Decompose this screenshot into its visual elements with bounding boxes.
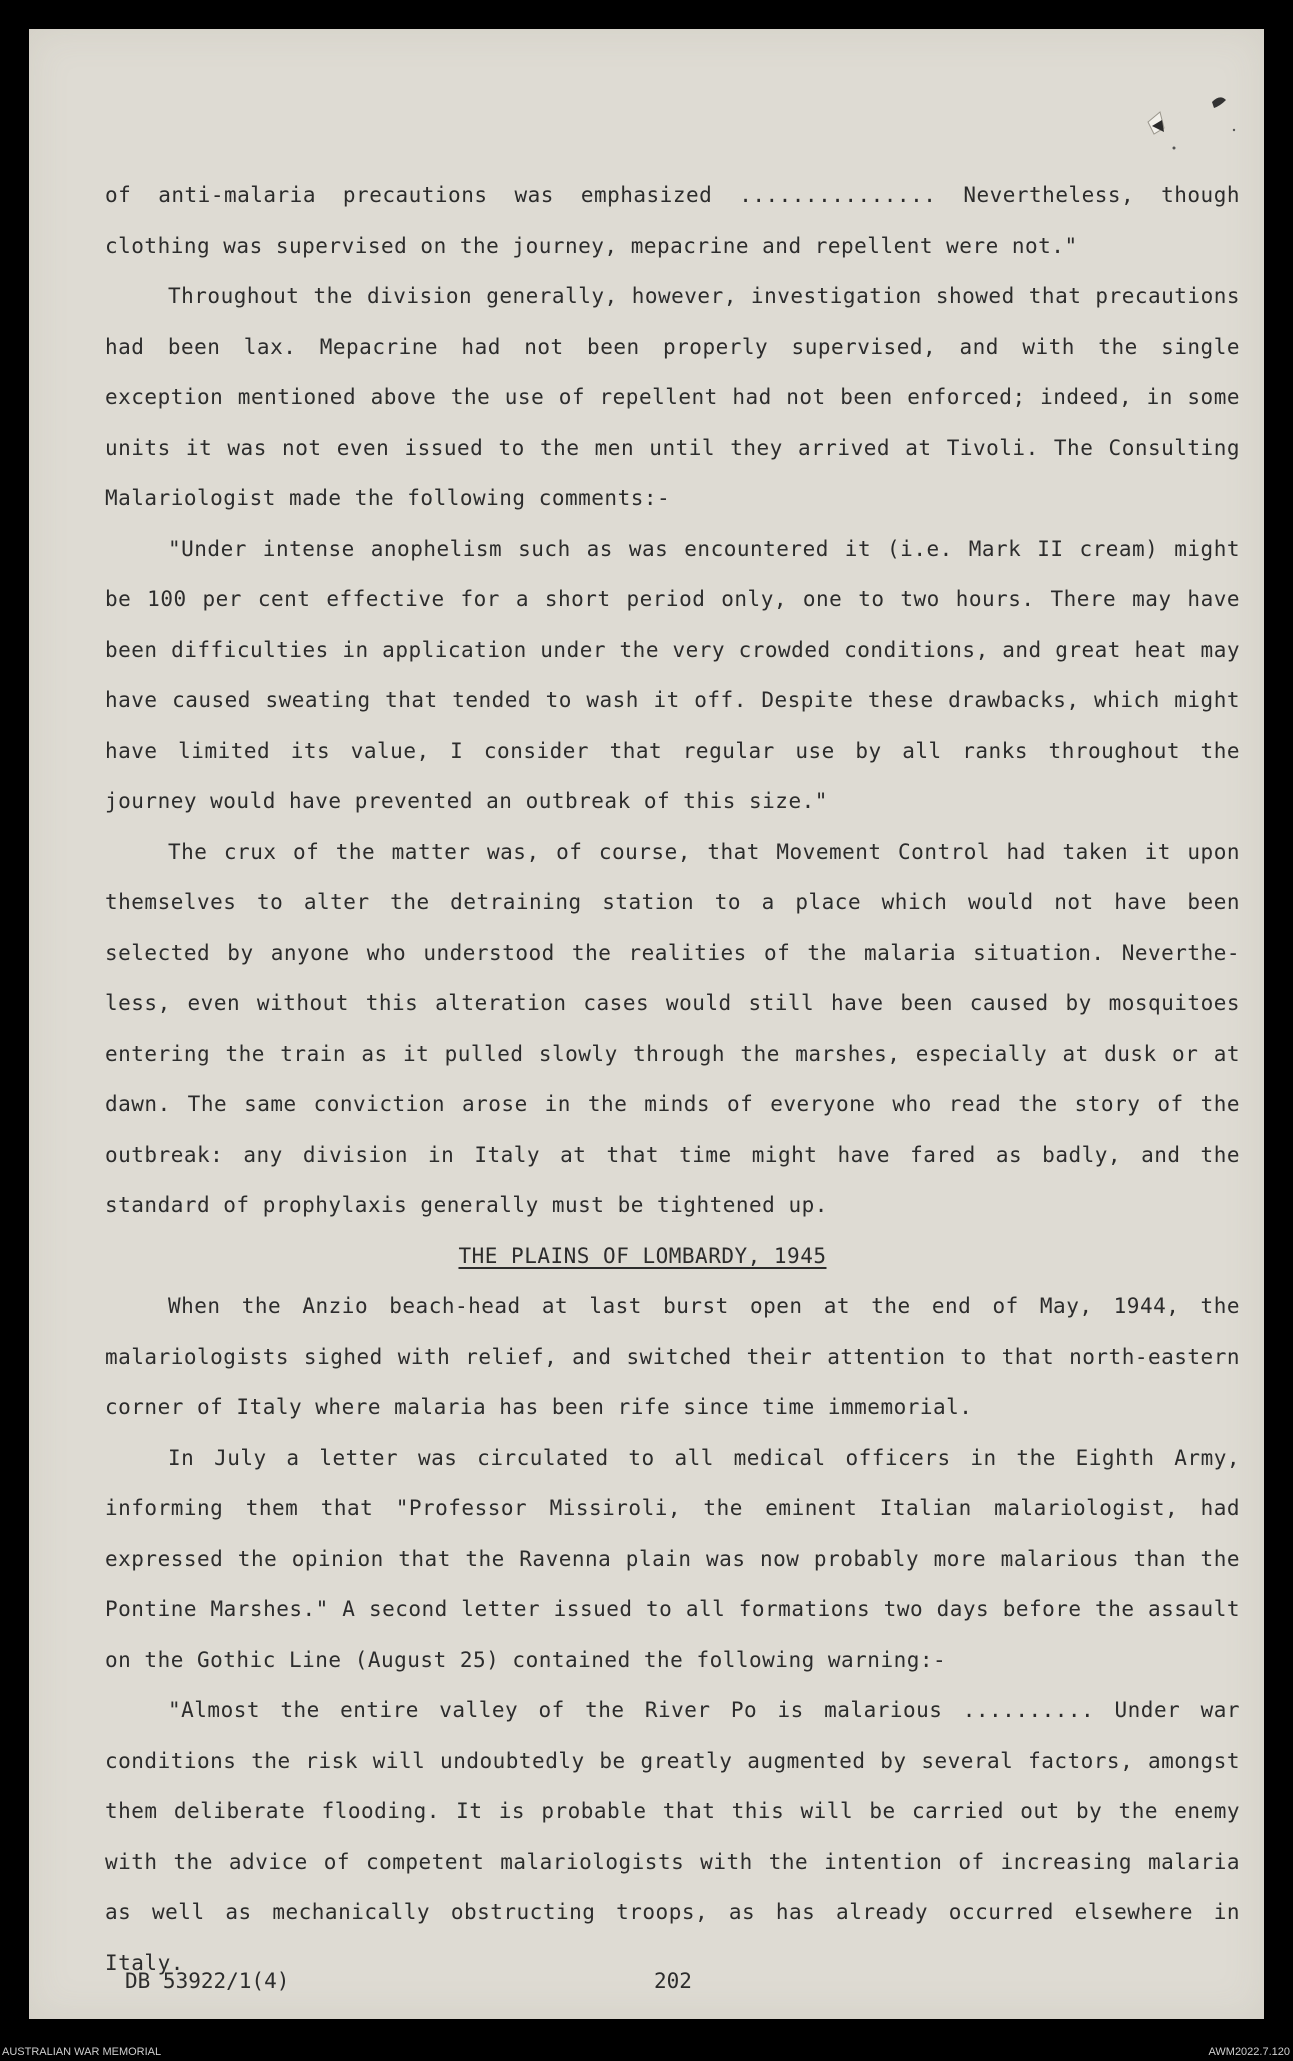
archive-label: AUSTRALIAN WAR MEMORIAL bbox=[2, 2046, 162, 2058]
paragraph-anzio-beachhead: When the Anzio beach-head at last burst open at the end of May, 1944, the malariologists sighed with relief, and switched their attention to that north-eastern corner of Italy where malaria has been rife since time immemorial. bbox=[105, 1294, 1240, 1419]
paragraph-crux-of-matter: The crux of the matter was, of course, that Movement Control had taken it upon themselves to alter the detraining station to a place which would not have been selected by anyone who understood the realities of the malaria situation. Neverthe-less, even without this alteration cases would still have been caused by mosquitoes entering the train as it pulled slowly through the marshes, especially at dusk or at dawn. The same conviction arose in the minds of everyone who read the story of the outbreak: any division in Italy at that time might have fared as badly, and the standard of prophylaxis generally must be tightened up. bbox=[105, 839, 1240, 1217]
document-page bbox=[29, 29, 1264, 2019]
paragraph-precautions-lax: Throughout the division generally, however, investigation showed that precautions had been lax. Mepacrine had not been properly supervised, and with the single exception mentioned above the use of repellent had not been enforced; indeed, in some units it was not even issued to the men until they arrived at Tivoli. The Consulting Malariologist made the following comments:- bbox=[105, 284, 1240, 510]
section-heading: THE PLAINS OF LOMBARDY, 1945 bbox=[458, 1243, 827, 1268]
page-number: 202 bbox=[654, 1969, 692, 1993]
punch-hole-marks bbox=[1134, 84, 1254, 174]
paragraph-continuation: of anti-malaria precautions was emphasized ............... Nevertheless, though clothing was supervised on the journey, mepacrine and repellent were not." bbox=[105, 183, 1240, 258]
document-body bbox=[105, 170, 1240, 1988]
paragraph-quote-mark-ii-cream: "Under intense anophelism such as was encountered it (i.e. Mark II cream) might be 100 per cent effective for a short period only, one to two hours. There may have been difficulties in application under the very crowded conditions, and great heat may have caused sweating that tended to wash it off. Despite these drawbacks, which might have limited its value, I consider that regular use by all ranks throughout the journey would have prevented an outbreak of this size." bbox=[105, 536, 1240, 813]
document-reference-code: DB 53922/1(4) bbox=[125, 1969, 290, 1993]
archive-accession-number: AWM2022.7.120 bbox=[1208, 2046, 1290, 2058]
paragraph-july-letter: In July a letter was circulated to all medical officers in the Eighth Army, informing them that "Professor Missiroli, the eminent Italian malariologist, had expressed the opinion that the Ravenna plain was now probably more malarious than the Pontine Marshes." A second letter issued to all formations two days before the assault on the Gothic Line (August 25) contained the following warning:- bbox=[105, 1445, 1240, 1672]
paragraph-quote-river-po: "Almost the entire valley of the River Po is malarious .......... Under war conditions the risk will undoubtedly be greatly augmented by several factors, amongst them deliberate flooding. It is probable that this will be carried out by the enemy with the advice of competent malariologists with the intention of increasing malaria as well as mechanically obstructing troops, as has already occurred elsewhere in Italy. bbox=[105, 1698, 1240, 1975]
